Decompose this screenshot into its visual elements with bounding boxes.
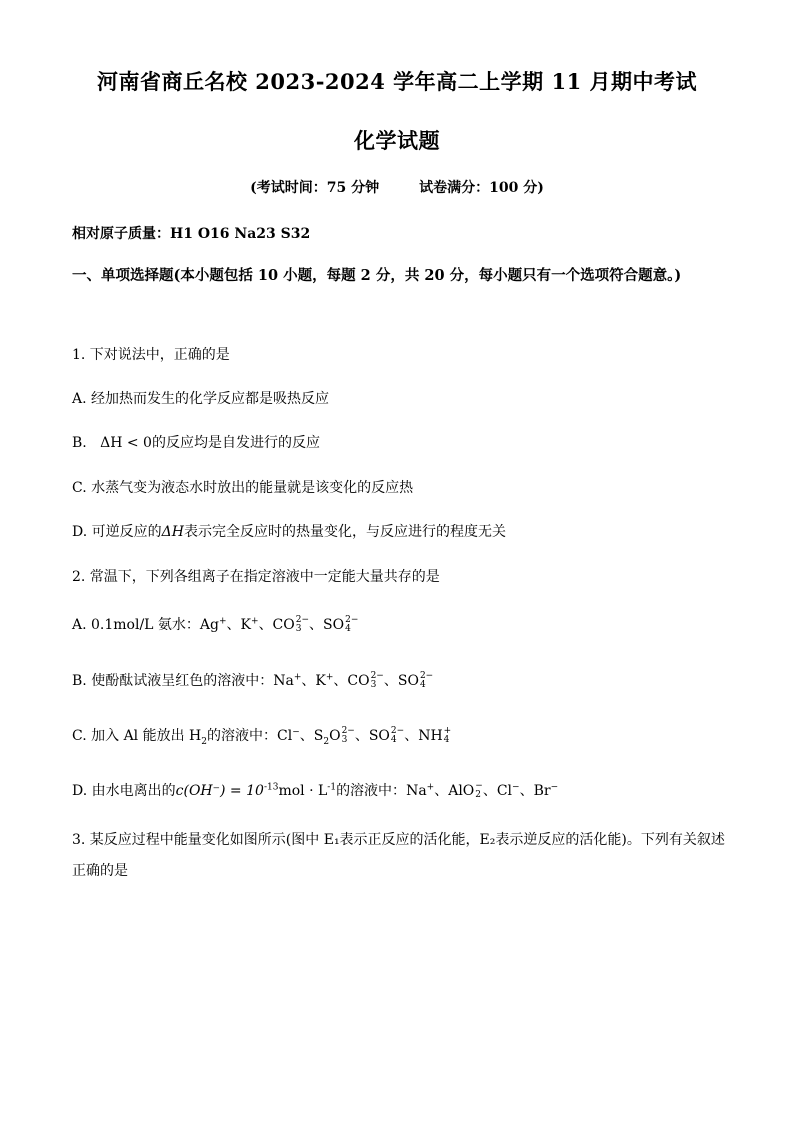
q1-b-label: B. (72, 435, 101, 451)
q2-d-expr: c(OH⁻) = 10 (175, 783, 264, 799)
q2-d-mid: 的溶液中： (336, 783, 407, 799)
q2-a-label: A. 0.1mol/L 氨水： (72, 617, 200, 633)
q2-d-exp: -13 (263, 782, 279, 793)
q1-option-d (72, 521, 506, 541)
q1-option-b (72, 432, 320, 452)
q2-c-mid: 的溶液中： (207, 728, 277, 744)
q2-c-label: C. 加入 Al 能放出 H (72, 728, 202, 744)
q3-stem-line1: 3. 某反应过程中能量变化如图所示(图中 E₁表示正反应的活化能，E₂表示逆反应的活化能)。下列有关叙述 (72, 832, 725, 848)
q2-b-ions: Na+、K+、CO 2− 3 、SO 2− 4 (273, 671, 434, 690)
q2-option-b (72, 670, 433, 690)
subject-title: 化学试题 (354, 128, 440, 153)
q2-d-unit-exp: -1 (327, 782, 337, 793)
q2-d-label: D. 由水电离出的 (72, 783, 176, 799)
q1-b-formula: ΔH < 0 (100, 435, 152, 451)
q1-d-label: D. 可逆反应的 (72, 524, 162, 540)
q2-option-d (72, 780, 558, 800)
q1-option-a: A. 经加热而发生的化学反应都是吸热反应 (72, 391, 330, 407)
q1-d-formula: ΔH (161, 524, 184, 540)
exam-time: (考试时间：75 分钟 (250, 180, 380, 196)
q2-b-label: B. 使酚酞试液呈红色的溶液中： (72, 673, 274, 689)
q2-option-a (72, 614, 358, 634)
q1-stem: 1. 下对说法中，正确的是 (72, 347, 230, 363)
q2-option-c (72, 725, 451, 745)
full-score: 试卷满分：100 分) (419, 180, 544, 196)
q1-d-text: 表示完全反应时的热量变化，与反应进行的程度无关 (183, 524, 506, 540)
section-heading: 一、单项选择题(本小题包括 10 小题，每题 2 分，共 20 分，每小题只有一个选项符合题意。) (72, 267, 682, 284)
q2-a-ions: Ag+、K+、CO 2− 3 、SO 2− 4 (199, 615, 359, 634)
atomic-mass-line: 相对原子质量：H1 O16 Na23 S32 (72, 226, 311, 242)
q2-stem: 2. 常温下，下列各组离子在指定溶液中一定能大量共存的是 (72, 569, 440, 585)
exam-title: 河南省商丘名校 2023-2024 学年高二上学期 11 月期中考试 (96, 69, 698, 94)
q2-d-ions: Na+、AlO − 2 、Cl−、Br− (406, 781, 559, 800)
q3-stem-line2: 正确的是 (72, 863, 128, 879)
q2-c-sub: 2 (201, 736, 207, 747)
exam-info (0, 177, 794, 197)
q1-option-c: C. 水蒸气变为液态水时放出的能量就是该变化的反应热 (72, 480, 414, 496)
q2-d-unit: mol · L (278, 783, 328, 799)
q2-c-ions: Cl−、$S_2O$ 2− 3 、SO 2− 4 、NH + 4 (277, 726, 452, 747)
q1-b-text: 的反应均是自发进行的反应 (151, 435, 320, 451)
